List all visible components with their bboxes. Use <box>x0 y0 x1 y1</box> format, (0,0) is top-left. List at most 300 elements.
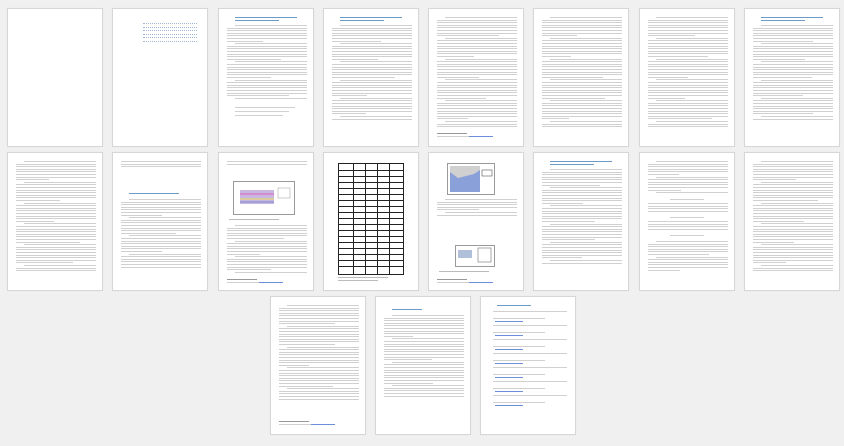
text-line <box>279 380 359 381</box>
text-line <box>648 98 685 99</box>
text-line <box>761 61 833 62</box>
text-line <box>542 116 622 117</box>
text-line <box>542 213 622 214</box>
text-line <box>648 249 728 250</box>
text-line <box>227 30 307 31</box>
list-line <box>235 107 295 108</box>
text-line <box>648 40 728 41</box>
text-line <box>542 48 622 49</box>
text-line <box>648 174 679 175</box>
text-line <box>332 82 412 83</box>
text-line <box>121 261 201 262</box>
text-line <box>542 263 622 264</box>
text-line <box>753 260 833 261</box>
text-line <box>753 226 833 227</box>
text-line <box>332 35 412 36</box>
bib-line <box>493 388 545 389</box>
text-line <box>542 244 622 245</box>
document-page[interactable] <box>218 8 314 147</box>
text-line <box>753 236 833 237</box>
text-line <box>656 192 728 193</box>
toc-dots <box>143 34 197 35</box>
text-line <box>437 40 517 41</box>
text-line <box>753 30 833 31</box>
text-line <box>542 74 622 75</box>
text-line <box>121 212 201 213</box>
text-line <box>753 41 813 42</box>
figure-caption <box>439 271 489 272</box>
text-line <box>227 28 307 29</box>
text-line <box>550 187 622 188</box>
document-page[interactable] <box>270 296 366 435</box>
document-page[interactable] <box>428 8 524 147</box>
text-line <box>648 116 728 117</box>
document-page[interactable] <box>744 152 840 291</box>
text-line <box>437 124 517 125</box>
text-line <box>648 124 728 125</box>
table-row-line <box>339 194 403 195</box>
text-line <box>16 169 96 170</box>
text-line <box>16 231 96 232</box>
footnote-rule <box>437 279 467 280</box>
text-line <box>437 46 517 47</box>
document-page[interactable] <box>112 152 208 291</box>
text-line <box>550 17 622 18</box>
heading-line <box>761 20 805 21</box>
text-line <box>542 22 622 23</box>
text-line <box>753 268 833 269</box>
text-line <box>16 242 80 243</box>
text-line <box>753 184 833 185</box>
text-line <box>279 393 359 394</box>
document-page[interactable] <box>428 152 524 291</box>
document-page[interactable] <box>375 296 471 435</box>
table-row-line <box>339 212 403 213</box>
text-line <box>753 48 833 49</box>
document-page[interactable] <box>323 152 419 291</box>
document-page[interactable] <box>480 296 576 435</box>
text-line <box>550 169 622 170</box>
text-line <box>227 33 307 34</box>
table-row-line <box>339 170 403 171</box>
text-line <box>279 310 359 311</box>
text-line <box>648 221 728 222</box>
text-line <box>384 318 464 319</box>
text-line <box>16 247 96 248</box>
text-line <box>648 246 728 247</box>
text-line <box>648 92 728 93</box>
text-line <box>384 396 464 397</box>
text-line <box>550 59 622 60</box>
text-line <box>550 121 622 122</box>
text-line <box>121 264 201 265</box>
text-line <box>542 200 622 201</box>
text-line <box>437 90 517 91</box>
list-line <box>235 111 289 112</box>
text-line <box>542 231 622 232</box>
text-line <box>542 77 603 78</box>
text-line <box>542 113 622 114</box>
text-line <box>279 360 359 361</box>
text-line <box>340 25 412 26</box>
document-page[interactable] <box>323 8 419 147</box>
text-line <box>227 38 307 39</box>
document-page[interactable] <box>112 8 208 147</box>
text-line <box>542 255 622 256</box>
text-line <box>16 216 96 217</box>
text-line <box>648 74 728 75</box>
text-line <box>227 35 307 36</box>
text-line <box>648 111 728 112</box>
text-line <box>384 377 464 378</box>
text-line <box>437 95 517 96</box>
text-line <box>332 38 412 39</box>
text-line <box>437 51 517 52</box>
text-line <box>24 182 96 183</box>
text-line <box>332 87 412 88</box>
toc-dots <box>143 27 197 28</box>
text-line <box>542 221 595 222</box>
text-line <box>648 211 728 212</box>
text-line <box>542 40 622 41</box>
text-line <box>279 349 359 350</box>
text-line <box>648 30 728 31</box>
text-line <box>648 51 728 52</box>
bib-line <box>493 318 545 319</box>
text-line <box>384 344 464 345</box>
table-row-line <box>339 176 403 177</box>
area-chart <box>447 163 495 195</box>
text-line <box>279 357 359 358</box>
text-line <box>16 270 96 271</box>
text-line <box>16 195 96 196</box>
text-line <box>332 119 412 120</box>
text-line <box>550 79 622 80</box>
text-line <box>437 87 517 88</box>
heading-line <box>129 193 179 194</box>
text-line <box>227 269 271 270</box>
text-line <box>753 190 833 191</box>
text-line <box>753 221 804 222</box>
text-line <box>753 208 833 209</box>
text-line <box>384 320 464 321</box>
text-line <box>24 223 96 224</box>
text-line <box>279 318 359 319</box>
table-col-line <box>365 164 366 274</box>
text-line <box>648 254 709 255</box>
text-line <box>437 105 517 106</box>
text-line <box>121 243 201 244</box>
text-line <box>542 56 571 57</box>
text-line <box>227 246 307 247</box>
text-line <box>121 228 201 229</box>
text-line <box>227 233 307 234</box>
text-line <box>279 399 359 400</box>
bib-link <box>495 363 523 364</box>
text-line <box>235 256 307 257</box>
text-line <box>332 64 412 65</box>
text-line <box>16 177 96 178</box>
heading-line <box>235 20 279 21</box>
text-line <box>648 66 728 67</box>
text-line <box>542 247 622 248</box>
text-line <box>753 229 833 230</box>
text-line <box>384 375 464 376</box>
document-page[interactable] <box>533 152 629 291</box>
footnote-link <box>469 136 493 137</box>
text-line <box>340 43 412 44</box>
text-line <box>753 205 833 206</box>
text-line <box>648 259 728 260</box>
text-line <box>16 179 49 180</box>
table-row-line <box>339 206 403 207</box>
text-line <box>384 341 464 342</box>
text-line <box>16 218 96 219</box>
text-line <box>542 211 622 212</box>
text-line <box>235 80 307 81</box>
text-line <box>332 41 381 42</box>
text-line <box>384 370 464 371</box>
text-line <box>121 241 201 242</box>
document-page[interactable] <box>639 152 735 291</box>
text-line <box>279 383 359 384</box>
text-line <box>16 174 96 175</box>
text-line <box>384 346 464 347</box>
text-line <box>542 226 622 227</box>
table-col-line <box>353 164 354 274</box>
text-line <box>542 51 622 52</box>
text-line <box>753 113 813 114</box>
text-line <box>437 116 517 117</box>
text-line <box>761 98 833 99</box>
text-line <box>542 118 569 119</box>
text-line <box>753 171 833 172</box>
text-line <box>648 69 728 70</box>
text-line <box>16 221 54 222</box>
document-page[interactable] <box>533 8 629 147</box>
text-line <box>648 262 728 263</box>
text-line <box>753 192 833 193</box>
text-line <box>648 87 728 88</box>
text-line <box>753 35 833 36</box>
text-line <box>332 103 412 104</box>
table-row-line <box>339 266 403 267</box>
text-line <box>16 252 96 253</box>
text-line <box>753 103 833 104</box>
text-line <box>121 256 201 257</box>
text-line <box>437 35 499 36</box>
text-line <box>227 59 281 60</box>
text-line <box>542 179 622 180</box>
document-page[interactable] <box>639 8 735 147</box>
text-line <box>332 59 378 60</box>
text-line <box>648 95 728 96</box>
text-line <box>437 64 517 65</box>
text-line <box>279 391 359 392</box>
text-line <box>384 380 464 381</box>
text-line <box>24 161 96 162</box>
text-line <box>384 336 413 337</box>
text-line <box>542 216 622 217</box>
text-line <box>550 205 622 206</box>
text-line <box>753 72 833 73</box>
text-line <box>753 108 833 109</box>
text-line <box>648 118 712 119</box>
heading-line <box>761 17 823 18</box>
text-line <box>16 213 96 214</box>
text-line <box>753 200 818 201</box>
text-line <box>753 179 796 180</box>
text-line <box>753 69 833 70</box>
text-line <box>437 209 479 210</box>
text-line <box>279 328 359 329</box>
text-line <box>753 234 833 235</box>
text-line <box>753 249 833 250</box>
text-line <box>753 177 833 178</box>
text-line <box>332 113 366 114</box>
text-line <box>542 92 622 93</box>
text-line <box>392 338 464 339</box>
text-line <box>227 259 307 260</box>
text-line <box>753 77 812 78</box>
text-line <box>656 100 728 101</box>
text-line <box>445 38 517 39</box>
text-line <box>392 315 464 316</box>
text-line <box>753 100 833 101</box>
table-caption <box>338 280 378 281</box>
text-line <box>437 92 517 93</box>
document-page[interactable] <box>7 152 103 291</box>
text-line <box>16 249 96 250</box>
text-line <box>279 375 359 376</box>
text-line <box>542 25 622 26</box>
text-line <box>437 30 517 31</box>
text-line <box>542 103 622 104</box>
text-line <box>753 218 833 219</box>
text-line <box>332 72 412 73</box>
document-page[interactable] <box>744 8 840 147</box>
text-line <box>753 257 833 258</box>
text-line <box>279 344 335 345</box>
chart-legend <box>278 188 290 198</box>
text-line <box>753 28 833 29</box>
text-line <box>16 171 96 172</box>
text-line <box>279 315 359 316</box>
table-row-line <box>339 188 403 189</box>
text-line <box>129 217 201 218</box>
text-line <box>437 56 474 57</box>
toc-dots <box>143 23 197 24</box>
document-page[interactable] <box>218 152 314 291</box>
table-col-line <box>377 164 378 274</box>
text-line <box>542 105 622 106</box>
text-line <box>753 38 833 39</box>
text-line <box>542 218 622 219</box>
text-line <box>279 396 359 397</box>
text-line <box>121 225 201 226</box>
text-line <box>437 43 517 44</box>
bib-line <box>493 367 567 368</box>
heading-line <box>550 164 594 165</box>
table-row-line <box>339 260 403 261</box>
text-line <box>648 33 728 34</box>
text-line <box>542 35 577 36</box>
text-line <box>437 207 517 208</box>
text-line <box>384 372 464 373</box>
text-line <box>753 252 833 253</box>
text-line <box>121 238 201 239</box>
text-line <box>279 313 359 314</box>
text-line <box>121 267 201 268</box>
text-line <box>761 80 833 81</box>
document-page[interactable] <box>7 8 103 147</box>
text-line <box>279 331 359 332</box>
text-line <box>437 118 468 119</box>
text-line <box>753 85 833 86</box>
text-line <box>227 251 307 252</box>
text-line <box>227 69 307 70</box>
text-line <box>437 25 517 26</box>
text-line <box>656 257 728 258</box>
text-line <box>648 190 681 191</box>
text-line <box>648 103 728 104</box>
text-line <box>656 241 728 242</box>
text-line <box>437 126 517 127</box>
text-line <box>279 373 359 374</box>
toc-dots <box>143 41 197 42</box>
text-line <box>437 111 517 112</box>
text-line <box>753 255 833 256</box>
text-line <box>227 90 307 91</box>
text-line <box>227 74 307 75</box>
text-line <box>227 161 307 162</box>
text-line <box>227 95 289 96</box>
text-line <box>648 203 728 204</box>
text-line <box>753 213 833 214</box>
text-line <box>648 20 728 21</box>
text-line <box>121 207 201 208</box>
text-line <box>332 46 412 47</box>
bib-link <box>495 405 523 406</box>
text-line <box>761 244 833 245</box>
text-line <box>445 79 517 80</box>
bib-link <box>495 321 523 322</box>
text-line <box>445 121 517 122</box>
text-line <box>542 64 622 65</box>
text-line <box>542 46 622 47</box>
text-line <box>235 25 307 26</box>
text-line <box>437 202 517 203</box>
text-line <box>437 215 517 216</box>
footnote-link <box>311 424 335 425</box>
chart-plot <box>234 182 294 214</box>
text-line <box>437 74 517 75</box>
text-line <box>332 54 412 55</box>
text-line <box>753 56 833 57</box>
text-line <box>648 105 728 106</box>
text-line <box>227 72 307 73</box>
text-line <box>227 261 307 262</box>
text-line <box>227 48 307 49</box>
text-line <box>648 187 728 188</box>
text-line <box>332 56 412 57</box>
text-line <box>384 351 464 352</box>
text-line <box>332 67 412 68</box>
text-line <box>279 365 309 366</box>
text-line <box>648 126 728 127</box>
heading-line <box>550 161 612 162</box>
formula-line <box>670 199 704 200</box>
